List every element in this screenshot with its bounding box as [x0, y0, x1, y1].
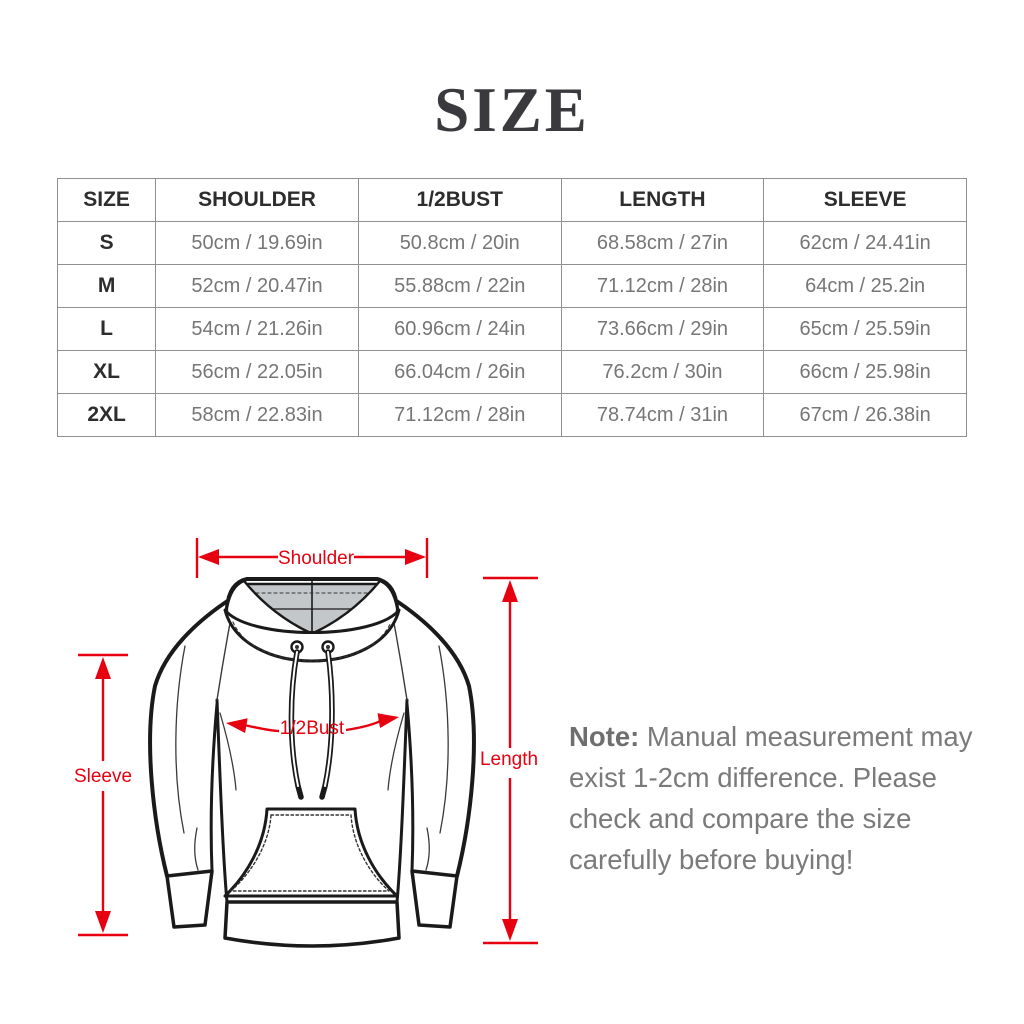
table-row	[58, 222, 967, 265]
shoulder-label: Shoulder	[277, 548, 355, 569]
sleeve-dimension	[74, 655, 132, 935]
right-eyelet-icon	[326, 645, 330, 649]
header-shoulder: SHOULDER	[156, 179, 359, 222]
cell-length: 76.2cm / 30in	[561, 351, 764, 394]
cell-length: 73.66cm / 29in	[561, 308, 764, 351]
cell-shoulder: 54cm / 21.26in	[156, 308, 359, 351]
cell-bust: 55.88cm / 22in	[358, 265, 561, 308]
left-cuff-crease	[195, 828, 198, 870]
cell-length: 78.74cm / 31in	[561, 394, 764, 437]
cell-shoulder: 58cm / 22.83in	[156, 394, 359, 437]
cell-sleeve: 67cm / 26.38in	[764, 394, 967, 437]
cell-size: M	[58, 265, 156, 308]
sleeve-label: Sleeve	[73, 766, 133, 787]
table-row	[58, 265, 967, 308]
cell-bust: 71.12cm / 28in	[358, 394, 561, 437]
cell-size: 2XL	[58, 394, 156, 437]
note-text	[569, 716, 977, 880]
right-cuff	[412, 871, 457, 927]
right-sleeve-inner-edge	[407, 704, 413, 871]
shoulder-dimension	[197, 538, 427, 578]
kangaroo-pocket	[225, 809, 397, 896]
length-label: Length	[479, 749, 539, 770]
header-length: LENGTH	[561, 179, 764, 222]
note-label: Note:	[569, 720, 640, 752]
cell-bust: 66.04cm / 26in	[358, 351, 561, 394]
note-body: Manual measurement may exist 1-2cm difference. Please check and compare the size carefully before buying!	[569, 720, 973, 875]
cell-size: S	[58, 222, 156, 265]
right-cuff-crease	[426, 828, 429, 870]
header-sleeve: SLEEVE	[764, 179, 967, 222]
cell-shoulder: 56cm / 22.05in	[156, 351, 359, 394]
header-size: SIZE	[58, 179, 156, 222]
cell-size: L	[58, 308, 156, 351]
table-header-row	[58, 179, 967, 222]
cell-bust: 60.96cm / 24in	[358, 308, 561, 351]
page-title: SIZE	[434, 75, 590, 145]
hoodie-drawing	[150, 579, 474, 946]
cell-size: XL	[58, 351, 156, 394]
bust-dimension	[225, 711, 400, 739]
hoodie-measurement-diagram	[45, 528, 565, 978]
left-eyelet-icon	[295, 645, 299, 649]
hem-band	[225, 902, 399, 946]
bust-label: 1/2Bust	[279, 718, 345, 739]
cell-length: 71.12cm / 28in	[561, 265, 764, 308]
table-row	[58, 394, 967, 437]
left-sleeve-crease	[176, 646, 185, 833]
cell-sleeve: 62cm / 24.41in	[764, 222, 967, 265]
cell-sleeve: 66cm / 25.98in	[764, 351, 967, 394]
size-table	[57, 178, 967, 437]
hoodie-diagram-svg	[45, 528, 565, 978]
left-cuff	[167, 871, 212, 927]
right-sleeve-crease	[439, 646, 448, 833]
cell-sleeve: 64cm / 25.2in	[764, 265, 967, 308]
cell-length: 68.58cm / 27in	[561, 222, 764, 265]
header-bust: 1/2BUST	[358, 179, 561, 222]
cell-bust: 50.8cm / 20in	[358, 222, 561, 265]
cell-sleeve: 65cm / 25.59in	[764, 308, 967, 351]
left-sleeve-inner-edge	[211, 704, 217, 871]
table-row	[58, 308, 967, 351]
right-armpit-crease	[388, 713, 404, 790]
cell-shoulder: 50cm / 19.69in	[156, 222, 359, 265]
cell-shoulder: 52cm / 20.47in	[156, 265, 359, 308]
length-dimension	[480, 578, 538, 943]
table-row	[58, 351, 967, 394]
